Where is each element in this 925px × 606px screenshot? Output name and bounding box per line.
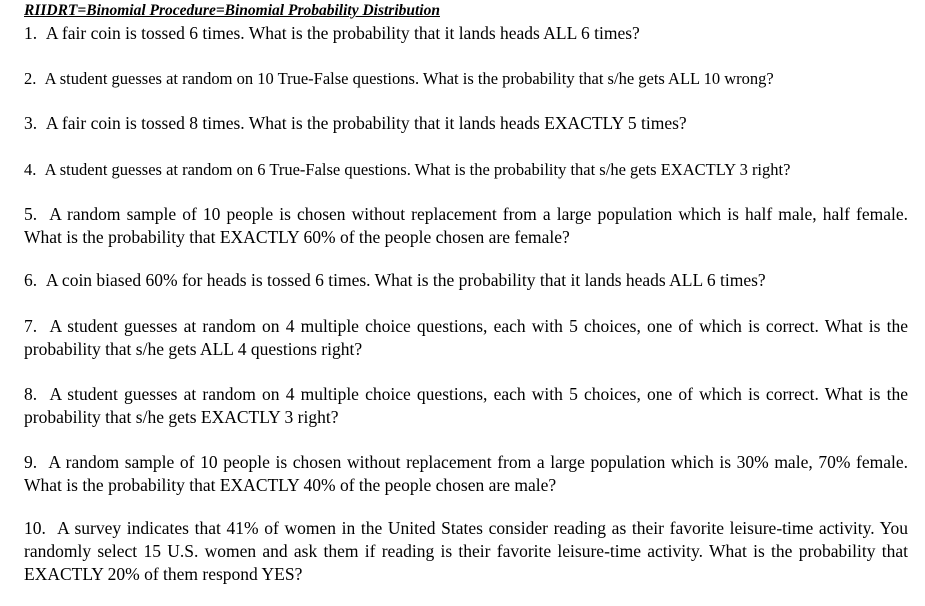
question-number: 10. — [24, 518, 46, 538]
question-text: A fair coin is tossed 8 times. What is the probability that it lands heads EXACTLY 5 times? — [45, 113, 687, 133]
question-number: 2. — [24, 69, 37, 88]
question-number: 6. — [24, 270, 38, 290]
question-9 — [24, 451, 908, 497]
question-text: A random sample of 10 people is chosen without replacement from a large population which is 30% male, 70% female. What is the probability that EXACTLY 40% of the people chosen are male? — [24, 452, 908, 495]
question-text: A student guesses at random on 10 True-False questions. What is the probability that s/he gets ALL 10 wrong? — [44, 69, 774, 88]
question-10 — [24, 517, 908, 586]
question-7 — [24, 315, 908, 361]
question-3 — [24, 112, 908, 135]
question-text: A random sample of 10 people is chosen without replacement from a large population which is half male, half female. What is the probability that EXACTLY 60% of the people chosen are female? — [24, 204, 909, 247]
question-number: 5. — [24, 204, 38, 224]
question-text: A fair coin is tossed 6 times. What is the probability that it lands heads ALL 6 times? — [45, 23, 640, 43]
question-8 — [24, 383, 908, 429]
question-number: 7. — [24, 316, 38, 336]
question-text: A student guesses at random on 4 multiple choice questions, each with 5 choices, one of which is correct. What is the probability that s/he gets ALL 4 questions right? — [24, 316, 908, 359]
question-text: A survey indicates that 41% of women in the United States consider reading as their favorite leisure-time activity. You randomly select 15 U.S. women and ask them if reading is their favorite leisure-time activity. What is the probability that EXACTLY 20% of them respond YES? — [24, 518, 909, 584]
question-text: A coin biased 60% for heads is tossed 6 times. What is the probability that it lands heads ALL 6 times? — [45, 270, 766, 290]
question-number: 9. — [24, 452, 38, 472]
question-number: 3. — [24, 113, 38, 133]
question-text: A student guesses at random on 6 True-False questions. What is the probability that s/he gets EXACTLY 3 right? — [44, 160, 791, 179]
question-5 — [24, 203, 908, 249]
question-2 — [24, 67, 908, 90]
question-number: 1. — [24, 23, 38, 43]
document-title: RIIDRT=Binomial Procedure=Binomial Probability Distribution — [24, 2, 440, 19]
question-number: 4. — [24, 160, 37, 179]
question-number: 8. — [24, 384, 38, 404]
question-6 — [24, 269, 908, 292]
question-text: A student guesses at random on 4 multiple choice questions, each with 5 choices, one of which is correct. What is the probability that s/he gets EXACTLY 3 right? — [24, 384, 908, 427]
document-page — [24, 2, 909, 584]
question-1 — [24, 22, 908, 45]
question-4 — [24, 158, 908, 181]
